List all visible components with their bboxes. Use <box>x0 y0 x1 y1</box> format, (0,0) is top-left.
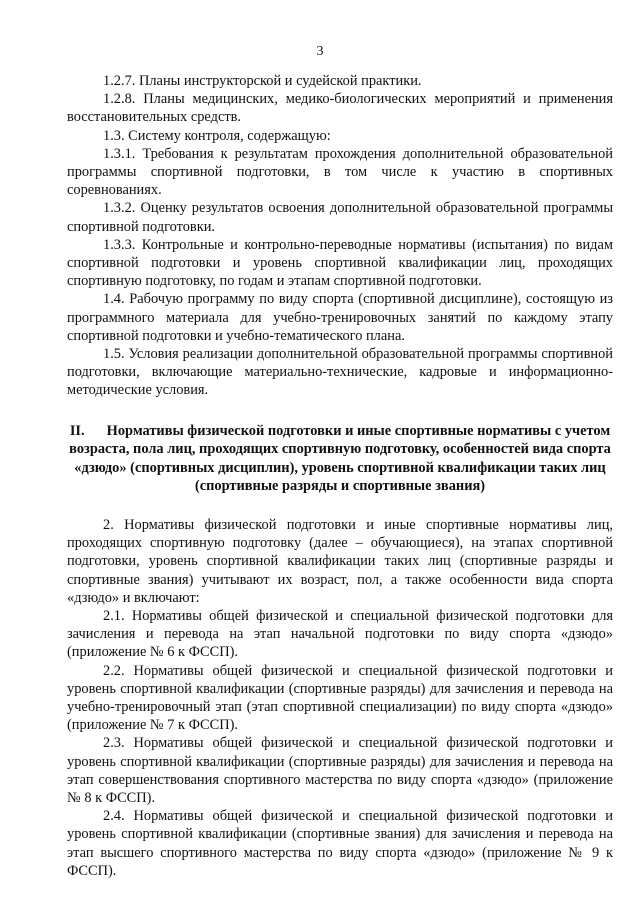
paragraph-2-3: 2.3. Нормативы общей физической и специальной физической подготовки и уровень спортивной квалификации (спортивные разряды) для зачисления и перевода на этап совершенствования спортивного мастерства по виду спорта «дзюдо» (приложение № 8 к ФССП). <box>67 735 613 807</box>
paragraph-1-3-2: 1.3.2. Оценку результатов освоения дополнительной образовательной программы спортивной подготовки. <box>67 200 613 235</box>
document-body <box>67 72 613 880</box>
spacer <box>67 496 613 516</box>
paragraph-1-5: 1.5. Условия реализации дополнительной образовательной программы спортивной подготовки, включающие материально-технические, кадровые и информационно-методические условия. <box>67 346 613 399</box>
paragraph-2: 2. Нормативы физической подготовки и иные спортивные нормативы лиц, проходящих спортивную подготовку (далее – обучающиеся), на этапах спортивной подготовки, уровень спортивной квалификации таких лиц (спортивные разряды и спортивные звания) учитывают их возраст, пол, а также особенности вида спорта «дзюдо» и включают: <box>67 517 613 606</box>
spacer <box>67 400 613 422</box>
section-number: II. <box>69 422 85 439</box>
paragraph-2-4: 2.4. Нормативы общей физической и специальной физической подготовки и уровень спортивной квалификации (спортивные звания) для зачисления и перевода на этап высшего спортивного мастерства по виду спорта «дзюдо» (приложение № 9 к ФССП). <box>67 808 613 879</box>
paragraph-1-2-7: 1.2.7. Планы инструкторской и судейской практики. <box>103 73 422 89</box>
section-title: Нормативы физической подготовки и иные спортивные нормативы с учетом возраста, пола лиц, проходящих спортивную подготовку, особенностей вида спорта «дзюдо» (спортивных дисциплин), уровень спортивной квалификации таких лиц (спортивные разряды и спортивные звания) <box>69 422 611 495</box>
paragraph-1-2-8: 1.2.8. Планы медицинских, медико-биологических мероприятий и применения восстановительных средств. <box>67 91 613 126</box>
paragraph-2-2: 2.2. Нормативы общей физической и специальной физической подготовки и уровень спортивной квалификации (спортивные разряды) для зачисления и перевода на учебно-тренировочный этап (этап спортивной специализации) по виду спорта «дзюдо» (приложение № 7 к ФССП). <box>67 662 613 734</box>
paragraph-1-3-1: 1.3.1. Требования к результатам прохождения дополнительной образовательной программы спортивной подготовки, в том числе к участию в спортивных соревнованиях. <box>67 145 613 199</box>
section-heading <box>67 422 613 496</box>
paragraph-2-1: 2.1. Нормативы общей физической и специальной физической подготовки для зачисления и перевода на этап начальной подготовки по виду спорта «дзюдо» (приложение № 6 к ФССП). <box>67 608 613 661</box>
paragraph-1-3: 1.3. Систему контроля, содержащую: <box>103 127 331 144</box>
paragraph-1-4: 1.4. Рабочую программу по виду спорта (спортивной дисциплине), состоящую из программного материала для учебно-тренировочных занятий по каждому этапу спортивной подготовки и учебно-тематического плана. <box>67 291 613 344</box>
paragraph-1-3-3: 1.3.3. Контрольные и контрольно-переводные нормативы (испытания) по видам спортивной подготовки и уровень спортивной квалификации лиц, проходящих спортивную подготовку, по годам и этапам спортивной подготовки. <box>67 236 613 290</box>
page-number: 3 <box>316 44 324 59</box>
